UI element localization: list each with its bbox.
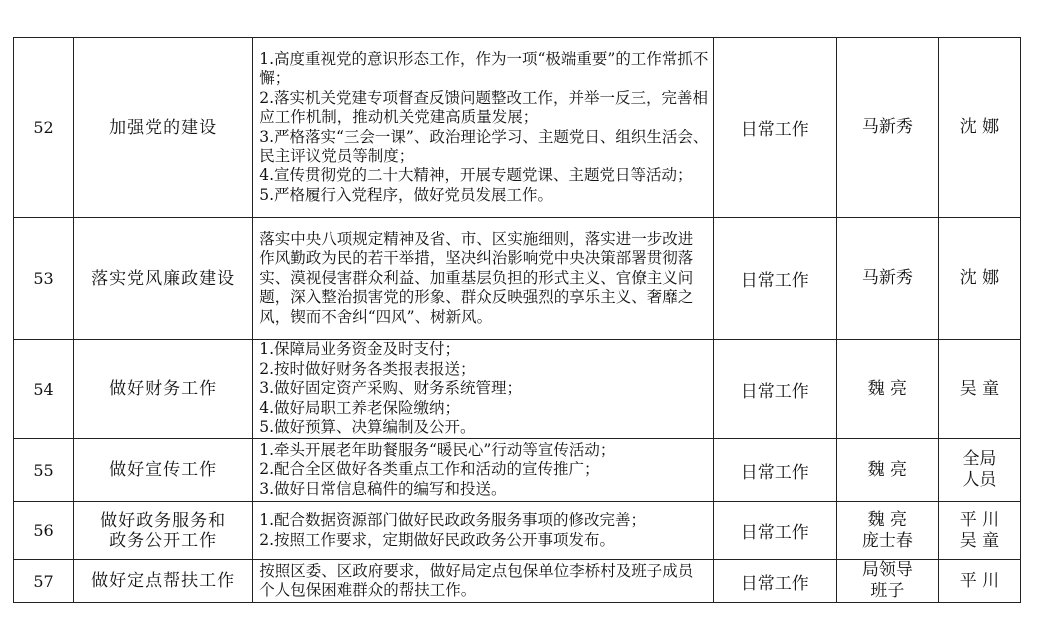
table-row [14,439,1021,502]
task-content: 1.高度重视党的意识形态工作，作为一项“极端重要”的工作常抓不懈； 2.落实机关党建专项督查反馈问题整改工作，并举一反三，完善相应工作机制，推动机关党建高质量发展； 3.严格落实“三会一课”、政治理论学习、主题党日、组织生活会、民主评议党员等制度； 4.宣传贯彻党的二十大精神，开展专题党课、主题党日等活动； 5.严格履行入党程序，做好党员发展工作。 [253,38,713,218]
responsible-person: 沈 娜 [938,38,1020,218]
task-content: 1.配合数据资源部门做好民政政务服务事项的修改完善； 2.按照工作要求，定期做好民政政务公开事项发布。 [253,502,713,560]
work-plan-table [13,37,1021,603]
task-name: 做好宣传工作 [74,439,253,502]
table-row [14,38,1021,218]
task-type: 日常工作 [713,218,836,340]
task-type: 日常工作 [713,502,836,560]
leader: 魏 亮 [836,439,938,502]
responsible-person: 沈 娜 [938,218,1020,340]
row-number: 57 [14,560,74,603]
leader: 魏 亮 [836,340,938,439]
row-number: 56 [14,502,74,560]
task-content: 落实中央八项规定精神及省、市、区实施细则，落实进一步改进作风勤政为民的若干举措，坚决纠治影响党中央决策部署贯彻落实、漠视侵害群众利益、加重基层负担的形式主义、官僚主义问题，深入整治损害党的形象、群众反映强烈的享乐主义、奢靡之风，锲而不舍纠“四风”、树新风。 [253,218,713,340]
task-name: 落实党风廉政建设 [74,218,253,340]
responsible-person: 平 川 [938,560,1020,603]
row-number: 55 [14,439,74,502]
row-number: 54 [14,340,74,439]
task-content: 按照区委、区政府要求，做好局定点包保单位李桥村及班子成员个人包保困难群众的帮扶工作。 [253,560,713,603]
responsible-person: 全局 人员 [938,439,1020,502]
leader: 马新秀 [836,38,938,218]
row-number: 52 [14,38,74,218]
table-row [14,218,1021,340]
table-row [14,560,1021,603]
task-name: 加强党的建设 [74,38,253,218]
task-content: 1.牵头开展老年助餐服务“暖民心”行动等宣传活动； 2.配合全区做好各类重点工作和活动的宣传推广； 3.做好日常信息稿件的编写和投送。 [253,439,713,502]
task-name: 做好财务工作 [74,340,253,439]
table-row [14,340,1021,439]
leader: 局领导 班子 [836,560,938,603]
task-type: 日常工作 [713,38,836,218]
task-name: 做好定点帮扶工作 [74,560,253,603]
task-content: 1.保障局业务资金及时支付； 2.按时做好财务各类报表报送； 3.做好固定资产采购、财务系统管理； 4.做好局职工养老保险缴纳； 5.做好预算、决算编制及公开。 [253,340,713,439]
leader: 魏 亮 庞士春 [836,502,938,560]
task-type: 日常工作 [713,560,836,603]
task-type: 日常工作 [713,439,836,502]
responsible-person: 平 川 吴 童 [938,502,1020,560]
leader: 马新秀 [836,218,938,340]
table-row [14,502,1021,560]
task-name: 做好政务服务和 政务公开工作 [74,502,253,560]
row-number: 53 [14,218,74,340]
task-type: 日常工作 [713,340,836,439]
responsible-person: 吴 童 [938,340,1020,439]
